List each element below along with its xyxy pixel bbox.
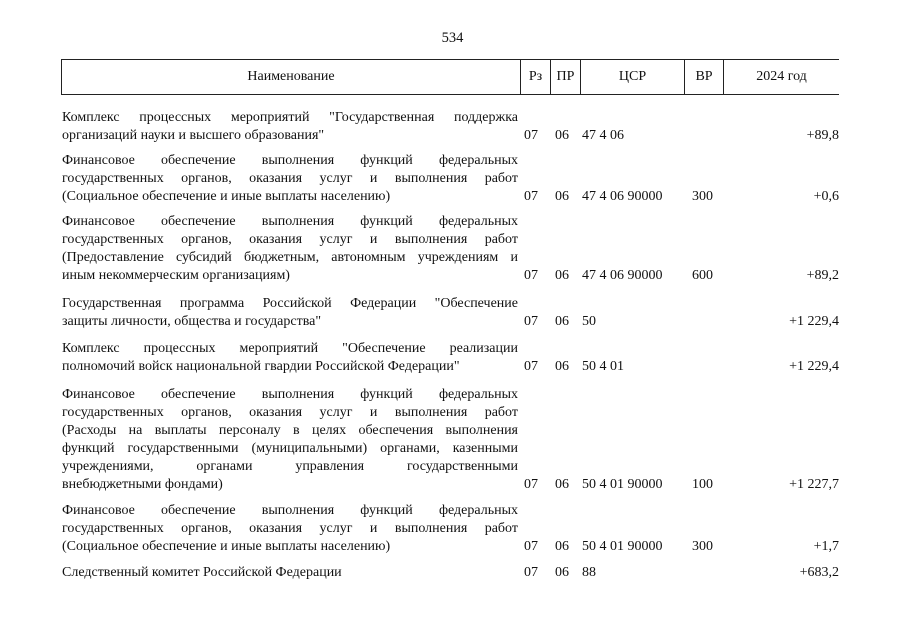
header-csr: ЦСР — [581, 60, 685, 94]
row-name-line: государственных органов, оказания услуг и выполнения работ — [62, 405, 518, 420]
row-name-line: организаций науки и высшего образования" — [62, 128, 325, 143]
row-csr: 88 — [582, 565, 596, 580]
table-header — [61, 59, 839, 95]
row-vr: 100 — [692, 477, 713, 492]
row-sum: +0,6 — [813, 189, 839, 204]
row-name-line: защиты личности, общества и государства" — [62, 314, 322, 329]
row-name-line: (Социальное обеспечение и иные выплаты населению) — [62, 189, 391, 204]
row-name — [62, 295, 518, 331]
row-pr: 06 — [555, 268, 569, 283]
row-name-line: государственных органов, оказания услуг и выполнения работ — [62, 232, 518, 247]
row-sum: +1,7 — [813, 539, 839, 554]
row-vr: 300 — [692, 189, 713, 204]
row-sum: +1 229,4 — [789, 359, 839, 374]
row-name — [62, 502, 518, 556]
row-csr: 50 4 01 90000 — [582, 477, 663, 492]
row-csr: 50 4 01 90000 — [582, 539, 663, 554]
row-name-line: Финансовое обеспечение выполнения функций федеральных — [62, 387, 518, 402]
row-pr: 06 — [555, 189, 569, 204]
row-name-line: Государственная программа Российской Федерации "Обеспечение — [62, 296, 518, 311]
row-csr: 50 4 01 — [582, 359, 624, 374]
header-pr: ПР — [551, 60, 581, 94]
row-sum: +683,2 — [799, 565, 839, 580]
row-name-line: внебюджетными фондами) — [62, 477, 223, 492]
row-name-line: учреждениями, органами управления государственными — [62, 459, 518, 474]
row-sum: +1 227,7 — [789, 477, 839, 492]
row-name-line: функций государственными (муниципальными) органами, казенными — [62, 441, 518, 456]
row-sum: +89,2 — [806, 268, 839, 283]
row-rz: 07 — [524, 565, 538, 580]
row-name-line: (Социальное обеспечение и иные выплаты населению) — [62, 539, 391, 554]
row-rz: 07 — [524, 268, 538, 283]
row-name-line: иным некоммерческим организациям) — [62, 268, 290, 283]
row-name-line: государственных органов, оказания услуг и выполнения работ — [62, 521, 518, 536]
header-year: 2024 год — [756, 69, 807, 84]
row-pr: 06 — [555, 359, 569, 374]
page-number: 534 — [441, 30, 464, 46]
row-name — [62, 340, 518, 376]
row-name — [62, 152, 518, 206]
row-vr: 300 — [692, 539, 713, 554]
row-rz: 07 — [524, 539, 538, 554]
row-csr: 47 4 06 — [582, 128, 624, 143]
row-name-line: государственных органов, оказания услуг и выполнения работ — [62, 171, 518, 186]
row-name-line: (Расходы на выплаты персоналу в целях обеспечения выполнения — [62, 423, 518, 438]
row-rz: 07 — [524, 128, 538, 143]
row-name — [62, 386, 518, 494]
row-rz: 07 — [524, 477, 538, 492]
row-name — [62, 109, 518, 145]
row-name-line: Следственный комитет Российской Федерации — [62, 565, 342, 580]
row-csr: 50 — [582, 314, 596, 329]
header-rz: Рз — [521, 60, 551, 94]
row-pr: 06 — [555, 128, 569, 143]
row-pr: 06 — [555, 539, 569, 554]
row-name-line: полномочий войск национальной гвардии Российской Федерации" — [62, 359, 460, 374]
row-vr: 600 — [692, 268, 713, 283]
row-name-line: (Предоставление субсидий бюджетным, автономным учреждениям и — [62, 250, 518, 265]
row-name — [62, 213, 518, 285]
row-name-line: Комплекс процессных мероприятий "Обеспечение реализации — [62, 341, 518, 356]
row-name-line: Финансовое обеспечение выполнения функций федеральных — [62, 153, 518, 168]
row-name-line: Финансовое обеспечение выполнения функций федеральных — [62, 503, 518, 518]
row-sum: +89,8 — [806, 128, 839, 143]
header-name: Наименование — [62, 60, 521, 94]
row-rz: 07 — [524, 189, 538, 204]
row-name — [62, 564, 518, 582]
row-sum: +1 229,4 — [789, 314, 839, 329]
row-rz: 07 — [524, 359, 538, 374]
row-name-line: Финансовое обеспечение выполнения функций федеральных — [62, 214, 518, 229]
row-pr: 06 — [555, 477, 569, 492]
row-pr: 06 — [555, 314, 569, 329]
row-rz: 07 — [524, 314, 538, 329]
row-name-line: Комплекс процессных мероприятий "Государственная поддержка — [62, 110, 518, 125]
header-vr: ВР — [685, 60, 724, 94]
row-csr: 47 4 06 90000 — [582, 189, 663, 204]
row-csr: 47 4 06 90000 — [582, 268, 663, 283]
row-pr: 06 — [555, 565, 569, 580]
